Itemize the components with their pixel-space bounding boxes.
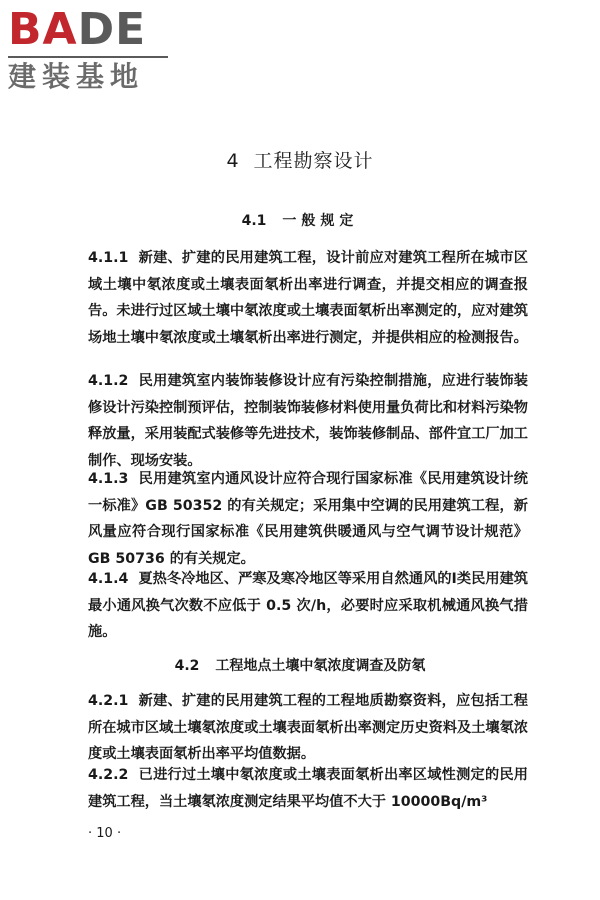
section-heading-4-1 (0, 210, 600, 230)
clause-number: 4.2.2 (88, 767, 129, 783)
clause-4-1-4 (88, 566, 528, 646)
clause-4-1-1 (88, 245, 528, 351)
clause-text: 夏热冬冷地区、严寒及寒冷地区等采用自然通风的Ⅰ类民用建筑最小通风换气次数不应低于 0.5 次/h，必要时应采取机械通风换气措施。 (88, 571, 528, 640)
clause-number: 4.1.1 (88, 250, 129, 266)
section-name: 一般规定 (282, 213, 359, 229)
clause-4-1-2 (88, 368, 528, 474)
logo-wordmark-accent: BA (8, 4, 78, 55)
section-number: 4.1 (241, 213, 267, 229)
clause-number: 4.1.4 (88, 571, 129, 587)
clause-text: 新建、扩建的民用建筑工程的工程地质勘察资料，应包括工程所在城市区域土壤氡浓度或土壤表面氡析出率测定历史资料及土壤氡浓度或土壤表面氡析出率平均值数据。 (88, 693, 528, 762)
logo-wordmark-rest: DE (77, 4, 147, 55)
clause-text: 新建、扩建的民用建筑工程，设计前应对建筑工程所在城市区域土壤中氡浓度或土壤表面氡析出率进行调查，并提交相应的调查报告。未进行过区域土壤中氡浓度或土壤表面氡析出率测定的，应对建筑场地土壤中氡浓度或土壤氡析出率进行测定，并提供相应的检测报告。 (88, 250, 528, 346)
clause-number: 4.1.2 (88, 373, 129, 389)
section-number: 4.2 (174, 658, 200, 674)
chapter-title (0, 146, 600, 173)
clause-text: 已进行过土壤中氡浓度或土壤表面氡析出率区域性测定的民用建筑工程，当土壤氡浓度测定结果平均值不大于 10000Bq/m³ (88, 767, 528, 810)
logo-subtitle: 建装基地 (8, 60, 145, 93)
chapter-name: 工程勘察设计 (253, 150, 374, 172)
clause-number: 4.2.1 (88, 693, 129, 709)
clause-4-1-3 (88, 466, 528, 572)
clause-text: 民用建筑室内通风设计应符合现行国家标准《民用建筑设计统一标准》GB 50352 的有关规定；采用集中空调的民用建筑工程，新风量应符合现行国家标准《民用建筑供暖通风与空气调节设计规范》GB 50736 的有关规定。 (88, 471, 528, 567)
chapter-number: 4 (226, 150, 240, 172)
bade-logo (8, 6, 178, 94)
section-heading-4-2 (0, 655, 600, 675)
page-number: · 10 · (88, 826, 122, 841)
section-name: 工程地点土壤中氡浓度调查及防氡 (215, 658, 426, 674)
clause-text: 民用建筑室内装饰装修设计应有污染控制措施，应进行装饰装修设计污染控制预评估，控制装饰装修材料使用量负荷比和材料污染物释放量，采用装配式装修等先进技术，装饰装修制品、部件宜工厂加工制作、现场安装。 (88, 373, 528, 469)
logo-divider (8, 56, 168, 58)
clause-4-2-2 (88, 762, 528, 815)
logo-wordmark (8, 6, 178, 54)
clause-number: 4.1.3 (88, 471, 129, 487)
clause-4-2-1 (88, 688, 528, 768)
